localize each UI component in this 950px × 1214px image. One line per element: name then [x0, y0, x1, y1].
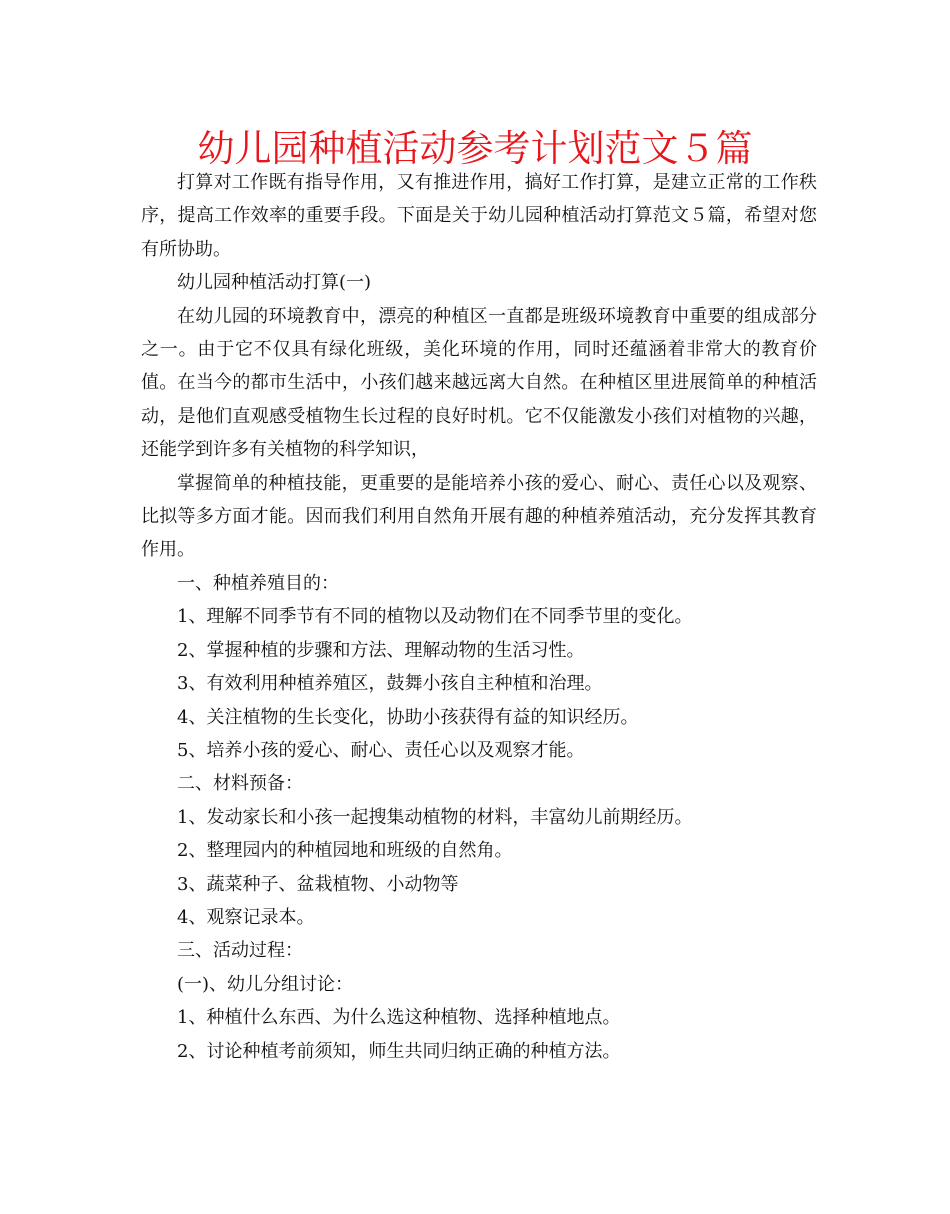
list-item: 2、掌握种植的步骤和方法、理解动物的生活习性。 [177, 639, 585, 661]
list-item: 5、培养小孩的爱心、耐心、责任心以及观察才能。 [177, 739, 585, 761]
list-item: 2、整理园内的种植园地和班级的自然角。 [177, 840, 513, 862]
list-item: 1、发动家长和小孩一起搜集动植物的材料，丰富幼儿前期经历。 [177, 806, 693, 828]
subheading-group-discussion: (一)、幼儿分组讨论： [177, 973, 354, 995]
list-item: 4、关注植物的生长变化，协助小孩获得有益的知识经历。 [177, 706, 639, 728]
paragraph-environment-education: 在幼儿园的环境教育中，漂亮的种植区一直都是班级环境教育中重要的组成部分之一。由于它不仅具有绿化班级，美化环境的作用，同时还蕴涵着非常大的教育价值。在当今的都市生活中，小孩们越来越远离大自然。在种植区里进展简单的种植活动，是他们直观感受植物生长过程的良好时机。它不仅能激发小孩们对植物的兴趣，还能学到许多有关植物的科学知识， [141, 305, 817, 461]
heading-activity-process: 三、活动过程： [177, 940, 303, 962]
list-item: 3、蔬菜种子、盆栽植物、小动物等 [177, 873, 459, 895]
heading-purpose: 一、种植养殖目的： [177, 572, 339, 594]
paragraph-intro: 打算对工作既有指导作用，又有推进作用，搞好工作打算，是建立正常的工作秩序，提高工作效率的重要手段。下面是关于幼儿园种植活动打算范文５篇，希望对您有所协助。 [141, 172, 817, 260]
document-body [141, 166, 817, 1068]
list-item: 1、理解不同季节有不同的植物以及动物们在不同季节里的变化。 [177, 606, 693, 628]
paragraph-planting-skills: 掌握简单的种植技能，更重要的是能培养小孩的爱心、耐心、责任心以及观察、比拟等多方面才能。因而我们利用自然角开展有趣的种植养殖活动，充分发挥其教育作用。 [141, 472, 817, 561]
list-item: 4、观察记录本。 [177, 906, 315, 928]
list-item: 2、讨论种植考前须知，师生共同归纳正确的种植方法。 [177, 1040, 621, 1062]
document-title: 幼儿园种植活动参考计划范文５篇 [197, 127, 753, 170]
list-item: 3、有效利用种植养殖区，鼓舞小孩自主种植和治理。 [177, 673, 603, 695]
section-heading-plan-one: 幼儿园种植活动打算(一) [177, 272, 372, 294]
heading-materials: 二、材料预备： [177, 773, 303, 795]
list-item: 1、种植什么东西、为什么选这种植物、选择种植地点。 [177, 1007, 621, 1029]
